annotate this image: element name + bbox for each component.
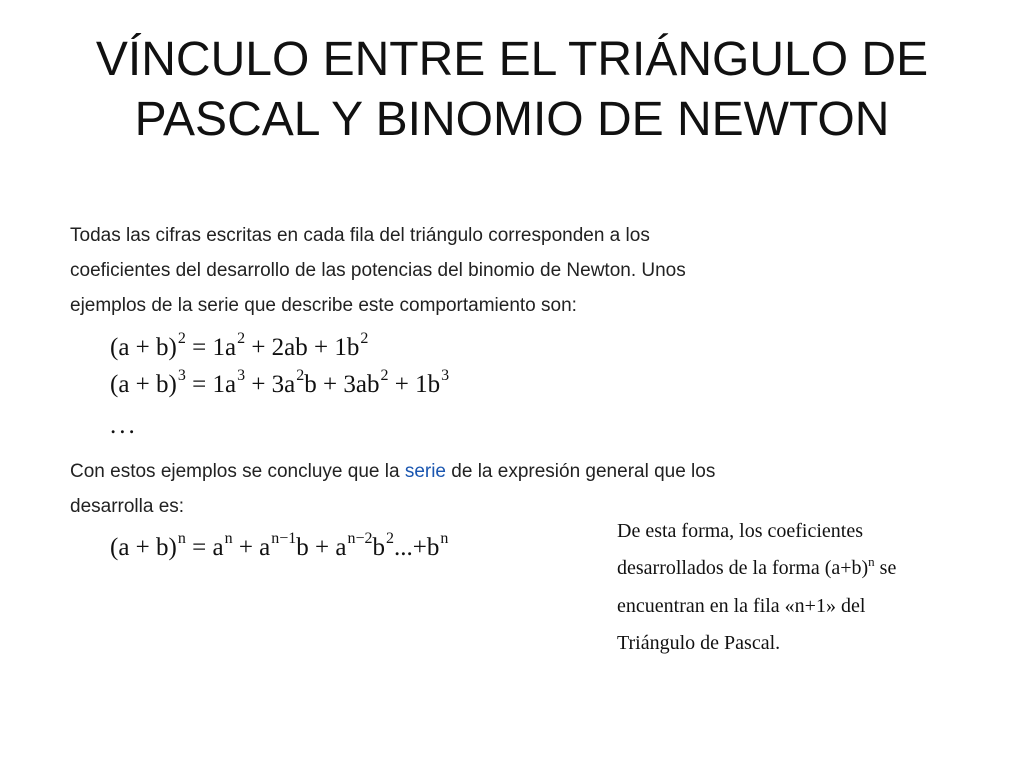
eqn-lhs: (a + b) (110, 534, 177, 561)
equation-general (110, 530, 449, 562)
serie-link[interactable]: serie (404, 461, 446, 482)
eqn-term3: b + a (296, 534, 347, 561)
slide-title (0, 30, 1024, 150)
intro-line-3: ejemplos de la serie que describe este comportamiento son: (70, 295, 577, 316)
note-line-2-end: se (874, 557, 897, 579)
eqn-term4: b (372, 534, 386, 561)
eqn-lhs-exp: n (177, 530, 186, 547)
intro-line-1: Todas las cifras escritas en cada fila del triángulo corresponden a los (70, 225, 650, 246)
note-line-2-exp: n (868, 554, 875, 569)
eq2-exp1: 3 (237, 367, 246, 384)
eqn-exp5: n (440, 530, 449, 547)
eq1-exp1: 2 (237, 330, 246, 347)
eq2-exp4: 3 (441, 367, 450, 384)
eq2-exp2: 2 (296, 367, 305, 384)
note-line-3: encuentran en la fila «n+1» del (617, 595, 866, 617)
eqn-exp1: n (224, 530, 233, 547)
conclusion-text-post: de la expresión general que los (446, 461, 716, 482)
eqn-exp3: n−2 (347, 530, 373, 547)
eqn-term5: ...+b (394, 534, 440, 561)
note-line-2 (617, 550, 896, 588)
conclusion-text-pre: Con estos ejemplos se concluye que la (70, 461, 405, 482)
eq1-exp2: 2 (360, 330, 369, 347)
note-line-2-text: desarrollados de la forma (a+b) (617, 557, 869, 579)
equation-square (110, 330, 369, 362)
equation-cube (110, 367, 450, 399)
eqn-exp4: 2 (386, 530, 395, 547)
eq1-term1: = 1a (185, 334, 237, 361)
eq2-lhs-exp: 3 (177, 367, 186, 384)
eqn-term2: + a (232, 534, 271, 561)
intro-line-2: coeficientes del desarrollo de las potencias del binomio de Newton. Unos (70, 260, 686, 281)
eq1-term2: + 2ab + 1b (245, 334, 360, 361)
eq2-lhs: (a + b) (110, 371, 177, 398)
eq1-lhs-exp: 2 (177, 330, 186, 347)
eq2-term4: + 1b (388, 371, 441, 398)
pascal-note (617, 513, 896, 662)
note-line-4: Triángulo de Pascal. (617, 632, 781, 654)
note-line-1: De esta forma, los coeficientes (617, 520, 864, 542)
eqn-term1: = a (185, 534, 224, 561)
eq2-term2: + 3a (245, 371, 296, 398)
eqn-exp2: n−1 (271, 530, 297, 547)
eq2-term3: b + 3ab (304, 371, 380, 398)
slide-title-line-2: PASCAL Y BINOMIO DE NEWTON (134, 93, 890, 146)
ellipsis: ... (110, 412, 138, 439)
eq1-lhs: (a + b) (110, 334, 177, 361)
conclusion-line-1 (70, 454, 715, 489)
slide-title-line-1: VÍNCULO ENTRE EL TRIÁNGULO DE (95, 33, 929, 86)
eq2-exp3: 2 (380, 367, 389, 384)
eq2-term1: = 1a (185, 371, 237, 398)
intro-paragraph (70, 218, 686, 323)
conclusion-line-2: desarrolla es: (70, 496, 185, 517)
